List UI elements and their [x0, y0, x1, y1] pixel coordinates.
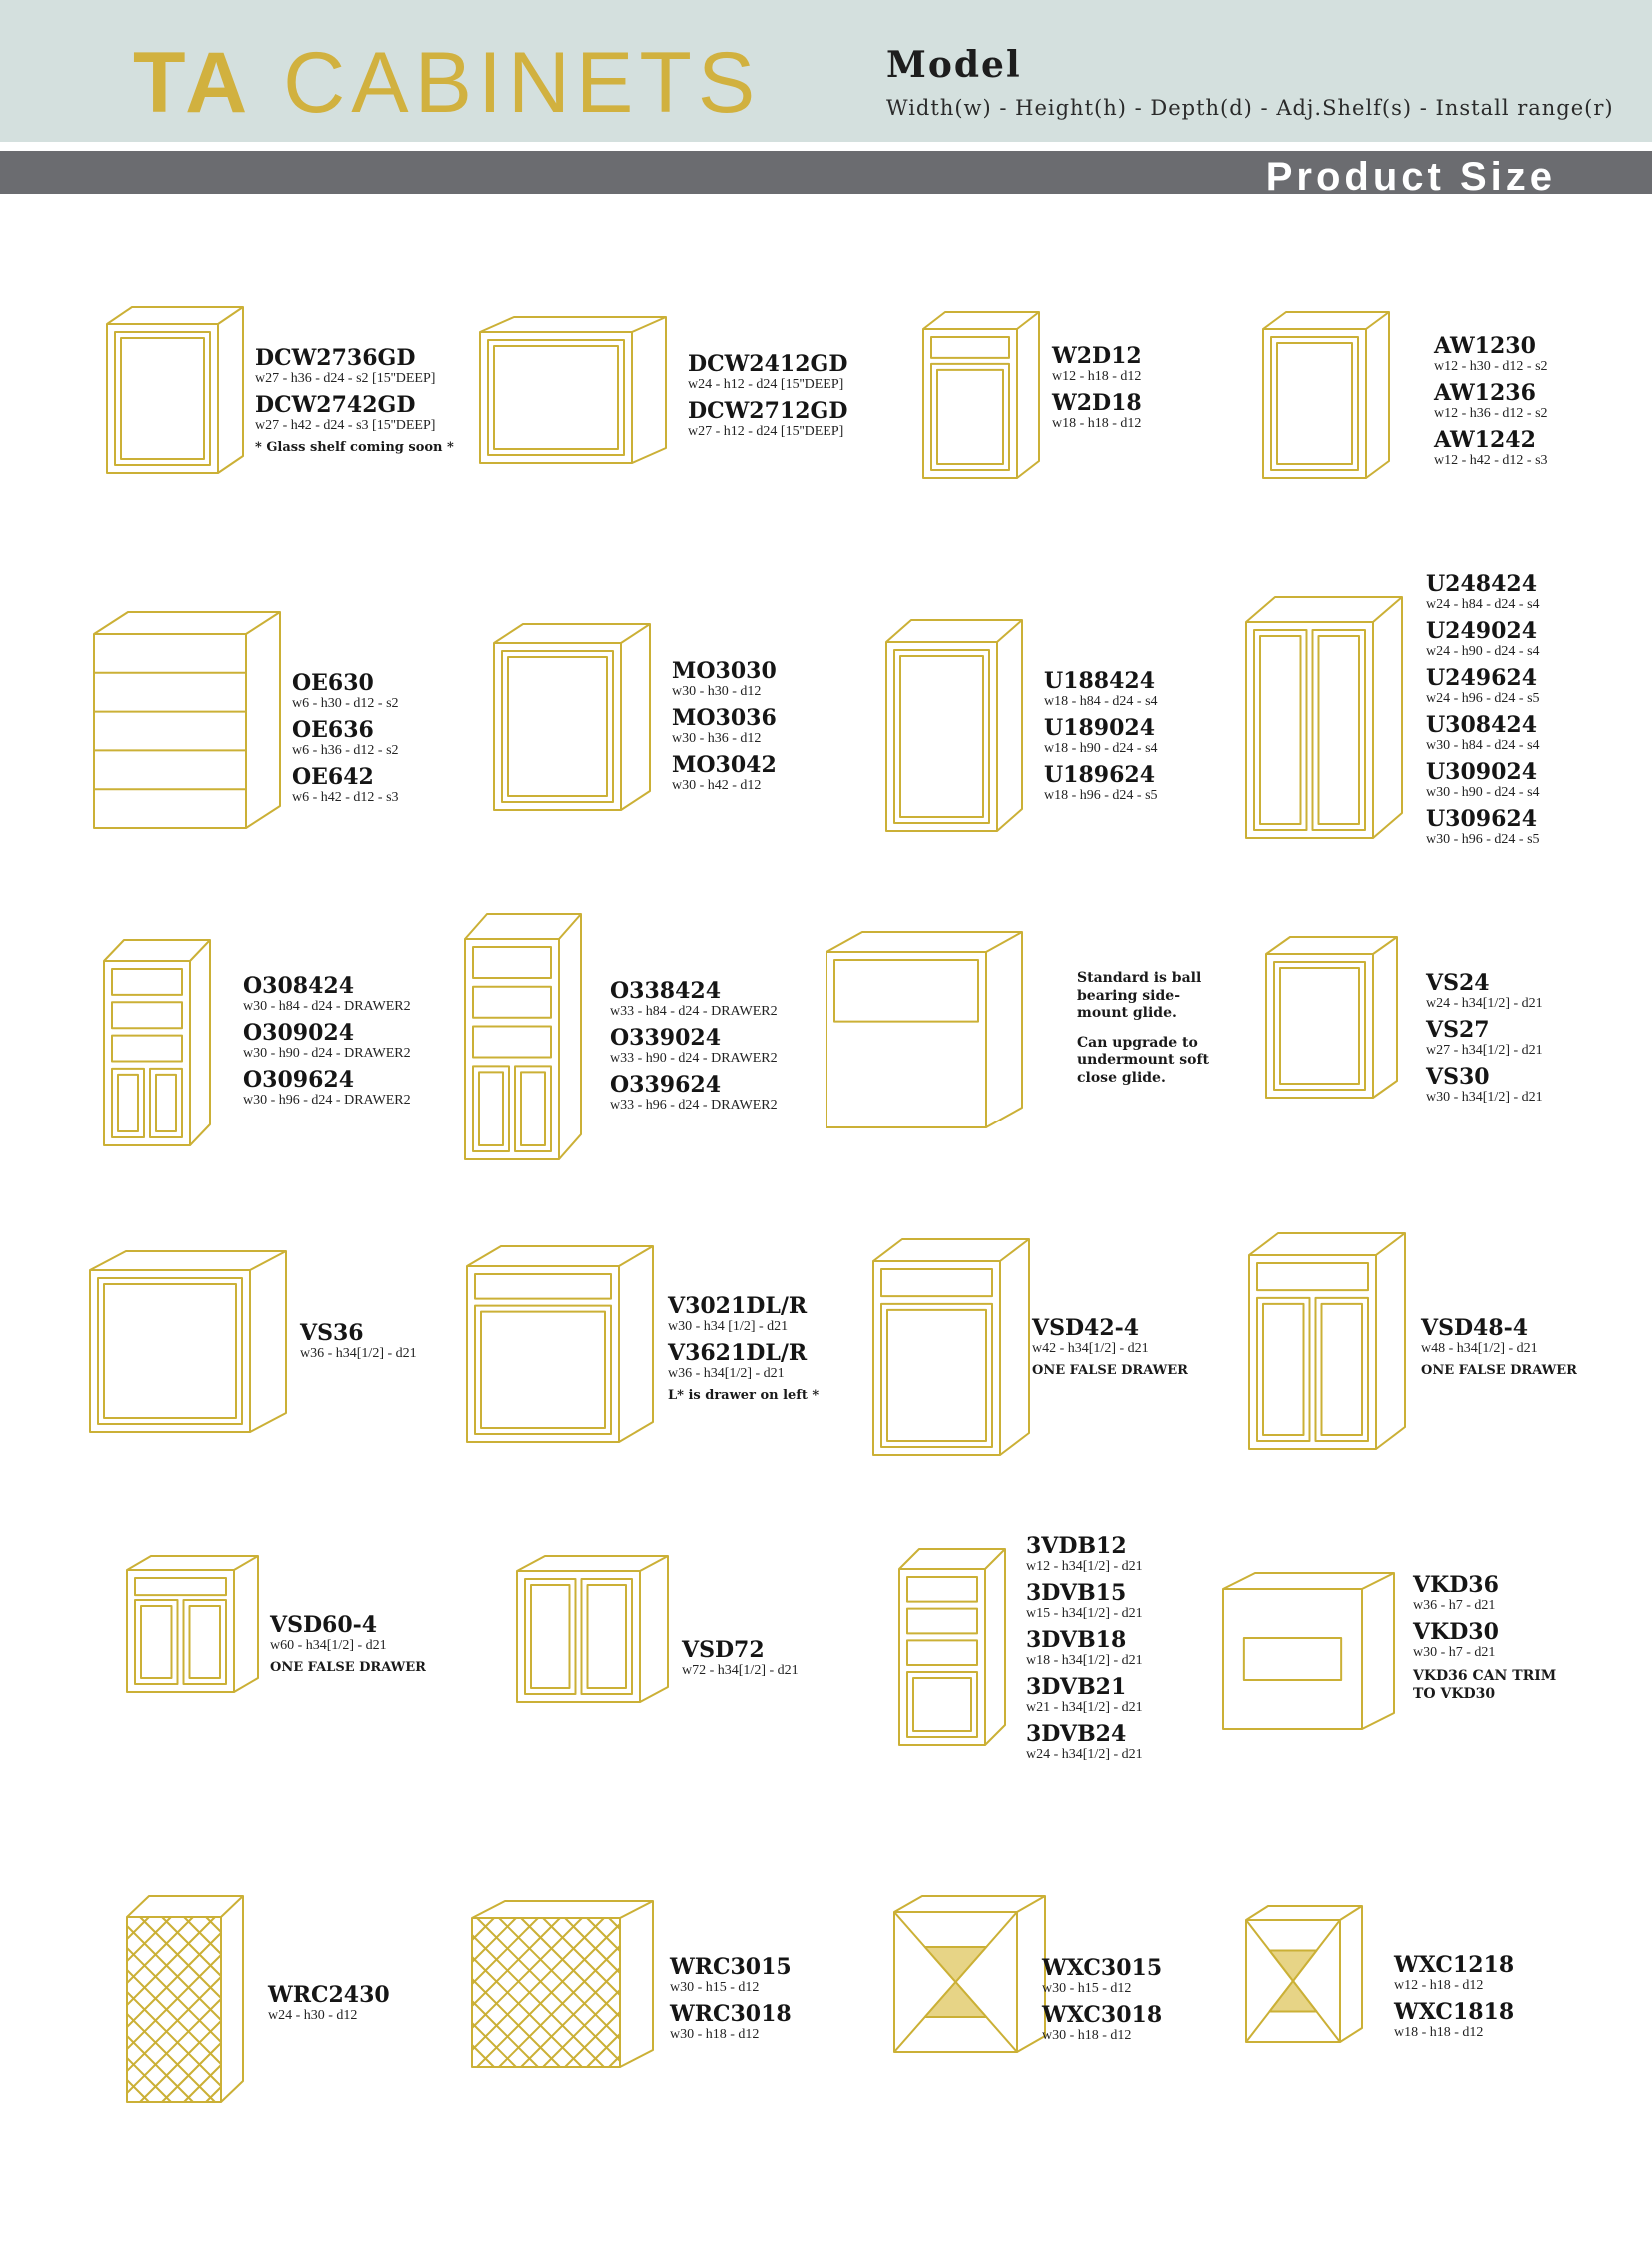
model-spec: w6 - h42 - d12 - s3 — [292, 790, 399, 805]
product-description — [270, 1614, 426, 1674]
product-description — [1052, 345, 1142, 439]
model-name: WXC1818 — [1394, 1999, 1515, 2025]
model-spec: w6 - h36 - d12 - s2 — [292, 743, 399, 758]
model-spec: w12 - h36 - d12 - s2 — [1434, 406, 1548, 421]
section-title: Product Size — [1265, 155, 1556, 194]
model-spec: w27 - h36 - d24 - s2 [15''DEEP] — [255, 371, 436, 386]
model-spec: w12 - h42 - d12 - s3 — [1434, 453, 1548, 468]
product-description — [1026, 1535, 1143, 1770]
model-spec: w24 - h90 - d24 - s4 — [1426, 644, 1540, 659]
oven-cabinet-33-icon — [463, 912, 583, 1161]
model-spec: w36 - h34[1/2] - d21 — [300, 1346, 417, 1361]
model-name: VS24 — [1426, 970, 1490, 996]
model-name: VS30 — [1426, 1064, 1490, 1090]
model-spec: w27 - h42 - d24 - s3 [15''DEEP] — [255, 418, 436, 433]
model-name: AW1236 — [1434, 380, 1536, 406]
product-description — [1394, 1954, 1514, 2048]
model-spec: w27 - h12 - d24 [15''DEEP] — [688, 424, 844, 439]
model-spec: w24 - h30 - d12 — [268, 2008, 358, 2023]
model-name: W2D18 — [1052, 390, 1142, 416]
model-spec: w30 - h84 - d24 - s4 — [1426, 738, 1540, 753]
product-description — [255, 347, 454, 454]
model-name: 3DVB18 — [1026, 1627, 1127, 1653]
model-name: VKD36 — [1413, 1572, 1499, 1598]
model-spec: w30 - h7 - d21 — [1413, 1645, 1496, 1660]
product-description — [1413, 1574, 1563, 1715]
model-name: OE630 — [292, 670, 374, 696]
model-name: VSD48-4 — [1421, 1315, 1529, 1341]
model-name: VSD42-4 — [1032, 1315, 1140, 1341]
model-name: AW1230 — [1434, 333, 1536, 359]
page-header — [0, 0, 1652, 142]
model-spec: w30 - h15 - d12 — [1042, 1981, 1132, 1996]
model-spec: w30 - h90 - d24 - s4 — [1426, 785, 1540, 800]
model-spec: w21 - h34[1/2] - d21 — [1026, 1700, 1143, 1715]
model-name: V3621DL/R — [668, 1340, 808, 1366]
model-spec: w12 - h34[1/2] - d21 — [1026, 1559, 1143, 1574]
product-description — [672, 660, 777, 801]
brand-bold: TA — [133, 35, 254, 131]
microwave-cabinet-icon — [492, 622, 652, 812]
model-spec: w18 - h18 - d12 — [1394, 2025, 1484, 2040]
wine-rack-lattice-tall-icon — [125, 1894, 245, 2104]
model-name: WXC3015 — [1042, 1955, 1163, 1981]
product-note: ONE FALSE DRAWER — [270, 1660, 426, 1675]
model-spec: w36 - h34[1/2] - d21 — [668, 1366, 785, 1381]
vanity-double-sink-72-icon — [515, 1554, 670, 1704]
product-note: ONE FALSE DRAWER — [1421, 1363, 1577, 1378]
model-name: U249024 — [1426, 618, 1538, 644]
model-name: VKD30 — [1413, 1619, 1499, 1645]
product-description — [1421, 1317, 1577, 1377]
legend-subtitle: Width(w) - Height(h) - Depth(d) - Adj.Shelf(s) - Install range(r) — [886, 96, 1614, 120]
model-name: W2D12 — [1052, 343, 1142, 369]
legend-title: Model — [886, 44, 1022, 86]
product-description — [1042, 1957, 1162, 2051]
model-name: DCW2736GD — [255, 345, 416, 371]
model-spec: w30 - h30 - d12 — [672, 684, 762, 699]
model-spec: w24 - h34[1/2] - d21 — [1426, 996, 1543, 1011]
drawer-box-icon — [825, 930, 1024, 1129]
model-spec: w30 - h42 - d12 — [672, 778, 762, 793]
model-name: O339024 — [610, 1025, 722, 1051]
utility-cabinet-double-icon — [1244, 595, 1404, 840]
model-name: VS36 — [300, 1320, 364, 1346]
product-description — [1434, 335, 1548, 476]
vanity-sink-36-icon — [88, 1249, 288, 1434]
model-name: U308424 — [1426, 712, 1538, 738]
model-name: U248424 — [1426, 571, 1538, 597]
product-description — [1077, 970, 1227, 1099]
model-name: WRC3018 — [670, 2001, 792, 2027]
model-name: O338424 — [610, 978, 722, 1004]
model-name: U309024 — [1426, 759, 1538, 785]
model-name: 3DVB15 — [1026, 1580, 1127, 1606]
vanity-drawer-left-icon — [465, 1244, 655, 1444]
model-spec: w12 - h18 - d12 — [1394, 1978, 1484, 1993]
model-name: U189624 — [1044, 762, 1156, 788]
model-name: 3VDB12 — [1026, 1533, 1127, 1559]
model-spec: w30 - h15 - d12 — [670, 1980, 760, 1995]
model-name: MO3042 — [672, 752, 777, 778]
model-name: WRC2430 — [268, 1982, 390, 2008]
product-note: Standard is ball bearing side-mount glide. — [1077, 970, 1202, 1021]
vanity-sink-drawer-42-icon — [871, 1237, 1031, 1457]
model-spec: w30 - h18 - d12 — [670, 2027, 760, 2042]
product-note: * Glass shelf coming soon * — [255, 440, 454, 455]
product-description — [688, 353, 847, 447]
model-spec: w30 - h34 [1/2] - d21 — [668, 1319, 789, 1334]
model-spec: w36 - h7 - d21 — [1413, 1598, 1496, 1613]
model-spec: w6 - h30 - d12 - s2 — [292, 696, 399, 711]
product-description — [1044, 670, 1158, 811]
corner-glass-door-cabinet-icon — [478, 315, 668, 465]
product-description — [1032, 1317, 1188, 1377]
wall-drawer-cabinet-icon — [921, 310, 1041, 480]
model-name: OE642 — [292, 764, 374, 790]
product-note: ONE FALSE DRAWER — [1032, 1363, 1188, 1378]
model-spec: w30 - h90 - d24 - DRAWER2 — [243, 1046, 411, 1061]
model-name: O308424 — [243, 973, 355, 999]
model-spec: w12 - h30 - d12 - s2 — [1434, 359, 1548, 374]
utility-cabinet-single-icon — [884, 618, 1024, 833]
product-description — [292, 672, 399, 813]
brand-light: CABINETS — [283, 35, 762, 131]
wine-x-rack-small-icon — [1244, 1904, 1364, 2044]
model-name: U189024 — [1044, 715, 1156, 741]
model-name: VSD60-4 — [270, 1612, 378, 1638]
model-name: OE636 — [292, 717, 374, 743]
vanity-sink-drawer-60-icon — [125, 1554, 260, 1694]
model-spec: w18 - h34[1/2] - d21 — [1026, 1653, 1143, 1668]
model-name: 3DVB24 — [1026, 1721, 1127, 1747]
product-description — [682, 1639, 799, 1686]
model-spec: w18 - h18 - d12 — [1052, 416, 1142, 431]
product-description — [268, 1984, 390, 2031]
model-spec: w30 - h34[1/2] - d21 — [1426, 1090, 1543, 1105]
model-spec: w33 - h90 - d24 - DRAWER2 — [610, 1051, 778, 1066]
model-spec: w48 - h34[1/2] - d21 — [1421, 1341, 1538, 1356]
model-spec: w18 - h90 - d24 - s4 — [1044, 741, 1158, 756]
model-name: MO3036 — [672, 705, 777, 731]
model-name: U188424 — [1044, 668, 1156, 694]
model-spec: w30 - h96 - d24 - s5 — [1426, 832, 1540, 847]
vanity-sink-small-icon — [1264, 935, 1399, 1100]
model-name: AW1242 — [1434, 427, 1536, 453]
model-spec: w30 - h18 - d12 — [1042, 2028, 1132, 2043]
model-name: O309024 — [243, 1020, 355, 1046]
model-spec: w12 - h18 - d12 — [1052, 369, 1142, 384]
model-name: WXC1218 — [1394, 1952, 1515, 1978]
model-name: MO3030 — [672, 658, 777, 684]
model-spec: w15 - h34[1/2] - d21 — [1026, 1606, 1143, 1621]
model-name: DCW2412GD — [688, 351, 848, 377]
model-spec: w24 - h96 - d24 - s5 — [1426, 691, 1540, 706]
model-name: O339624 — [610, 1072, 722, 1098]
product-note: VKD36 CAN TRIM TO VKD30 — [1413, 1668, 1557, 1702]
model-name: DCW2712GD — [688, 398, 848, 424]
product-description — [243, 975, 411, 1116]
model-name: VSD72 — [682, 1637, 765, 1663]
model-spec: w24 - h12 - d24 [15''DEEP] — [688, 377, 844, 392]
vanity-sink-drawer-48-icon — [1247, 1231, 1407, 1451]
model-spec: w60 - h34[1/2] - d21 — [270, 1638, 387, 1653]
model-spec: w30 - h36 - d12 — [672, 731, 762, 746]
model-name: U309624 — [1426, 806, 1538, 832]
model-spec: w30 - h96 - d24 - DRAWER2 — [243, 1093, 411, 1108]
model-spec: w33 - h84 - d24 - DRAWER2 — [610, 1004, 778, 1019]
open-end-shelf-icon — [92, 610, 282, 830]
product-description — [670, 1956, 792, 2050]
product-description — [1426, 573, 1540, 855]
model-name: V3021DL/R — [668, 1293, 808, 1319]
model-spec: w33 - h96 - d24 - DRAWER2 — [610, 1098, 778, 1113]
product-description — [610, 980, 778, 1121]
product-note: L* is drawer on left * — [668, 1388, 820, 1403]
section-band — [0, 151, 1652, 194]
model-name: DCW2742GD — [255, 392, 416, 418]
product-description — [300, 1322, 417, 1369]
brand-logo — [133, 35, 762, 131]
corner-wall-cabinet-icon — [105, 305, 245, 475]
model-spec: w18 - h84 - d24 - s4 — [1044, 694, 1158, 709]
wine-rack-lattice-wide-icon — [470, 1899, 655, 2069]
model-spec: w24 - h84 - d24 - s4 — [1426, 597, 1540, 612]
model-name: VS27 — [1426, 1017, 1490, 1043]
model-spec: w30 - h84 - d24 - DRAWER2 — [243, 999, 411, 1014]
vanity-knee-drawer-icon — [1221, 1571, 1396, 1731]
model-spec: w72 - h34[1/2] - d21 — [682, 1663, 799, 1678]
product-description — [668, 1295, 819, 1402]
model-name: O309624 — [243, 1067, 355, 1093]
model-name: 3DVB21 — [1026, 1674, 1127, 1700]
model-spec: w42 - h34[1/2] - d21 — [1032, 1341, 1149, 1356]
model-name: U249624 — [1426, 665, 1538, 691]
model-name: WXC3018 — [1042, 2002, 1163, 2028]
model-spec: w24 - h34[1/2] - d21 — [1026, 1747, 1143, 1762]
oven-cabinet-30-icon — [102, 938, 212, 1147]
model-spec: w27 - h34[1/2] - d21 — [1426, 1043, 1543, 1058]
vanity-drawer-base-icon — [897, 1547, 1007, 1747]
model-spec: w18 - h96 - d24 - s5 — [1044, 788, 1158, 803]
model-name: WRC3015 — [670, 1954, 792, 1980]
appliance-wall-cabinet-icon — [1261, 310, 1391, 480]
product-description — [1426, 972, 1543, 1113]
product-note: Can upgrade to undermount soft close glide. — [1077, 1034, 1209, 1086]
wine-x-rack-wide-icon — [892, 1894, 1047, 2054]
